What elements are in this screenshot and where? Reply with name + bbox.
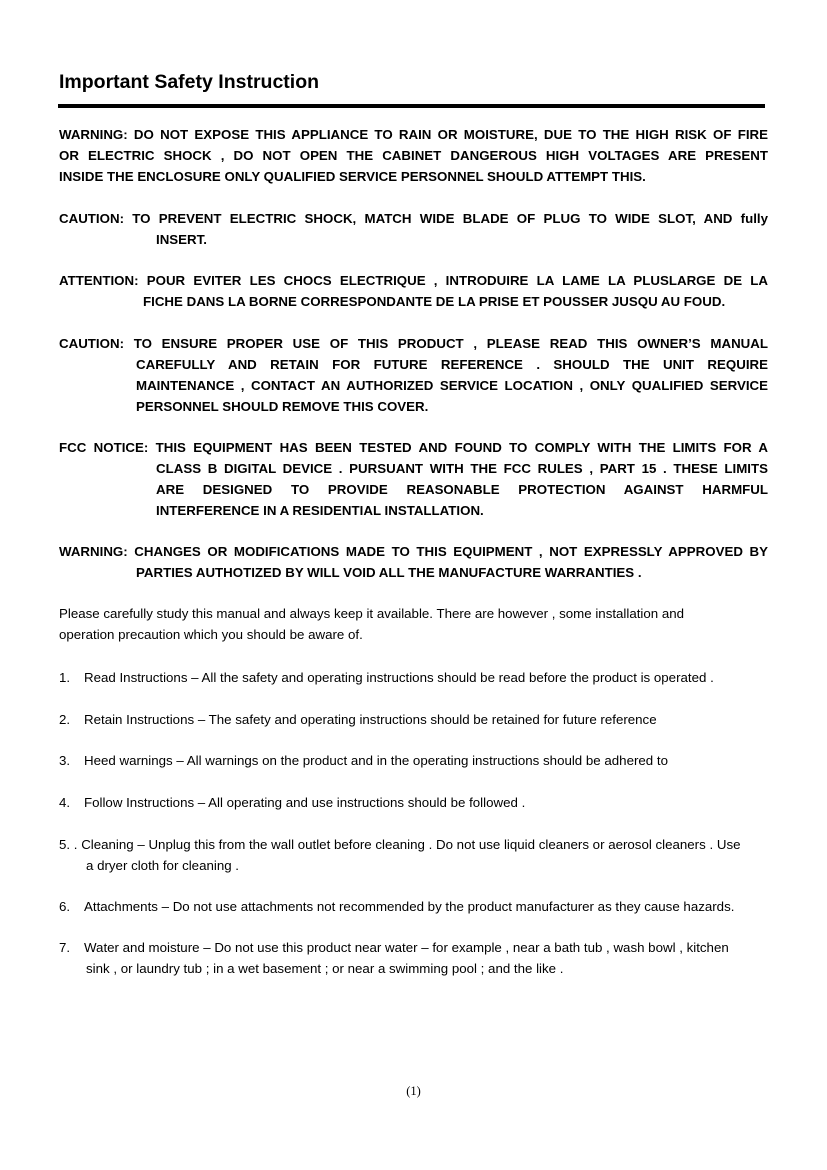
item-number: 3. (59, 753, 71, 768)
warning-notice-exposure (59, 124, 768, 187)
item-text: Read Instructions – All the safety and operating instructions should be read before the product is operated . (84, 670, 714, 685)
notice-line: WARNING: DO NOT EXPOSE THIS APPLIANCE TO RAIN OR MOISTURE, DUE TO THE HIGH RISK OF FIRE (59, 127, 768, 142)
item-text: Attachments – Do not use attachments not recommended by the product manufacturer as they cause hazards. (84, 899, 735, 914)
list-item (59, 709, 769, 730)
item-number: 7. (59, 940, 71, 955)
notice-line: WARNING: CHANGES OR MODIFICATIONS MADE TO THIS EQUIPMENT , NOT EXPRESSLY APPROVED BY (59, 544, 768, 559)
notice-line: FCC NOTICE: THIS EQUIPMENT HAS BEEN TESTED AND FOUND TO COMPLY WITH THE LIMITS FOR A (59, 440, 768, 455)
item-number: 5. . (59, 837, 78, 852)
warning-notice-modifications (59, 541, 768, 583)
item-text: Retain Instructions – The safety and operating instructions should be retained for future reference (84, 712, 657, 727)
item-text-continued: sink , or laundry tub ; in a wet basement ; or near a swimming pool ; and the like . (86, 961, 564, 976)
item-text: Water and moisture – Do not use this product near water – for example , near a bath tub , wash bowl , kitchen (84, 940, 729, 955)
notice-line: CAREFULLY AND RETAIN FOR FUTURE REFERENCE . SHOULD THE UNIT REQUIRE (136, 357, 768, 372)
list-item (59, 834, 769, 876)
intro-line: operation precaution which you should be aware of. (59, 627, 363, 642)
item-text: Cleaning – Unplug this from the wall outlet before cleaning . Do not use liquid cleaners or aerosol cleaners . Use (81, 837, 741, 852)
item-text-continued: a dryer cloth for cleaning . (86, 858, 239, 873)
item-text: Follow Instructions – All operating and use instructions should be followed . (84, 795, 526, 810)
item-number: 4. (59, 795, 71, 810)
title-divider (58, 104, 765, 108)
notice-line: INSIDE THE ENCLOSURE ONLY QUALIFIED SERVICE PERSONNEL SHOULD ATTEMPT THIS. (59, 169, 646, 184)
caution-notice-plug (59, 208, 768, 250)
notice-line: CLASS B DIGITAL DEVICE . PURSUANT WITH THE FCC RULES , PART 15 . THESE LIMITS (156, 461, 768, 476)
item-number: 1. (59, 670, 71, 685)
notice-line: FICHE DANS LA BORNE CORRESPONDANTE DE LA PRISE ET POUSSER JUSQU AU FOUD. (143, 294, 726, 309)
notice-line: PERSONNEL SHOULD REMOVE THIS COVER. (136, 399, 429, 414)
notice-line: CAUTION: TO PREVENT ELECTRIC SHOCK, MATCH WIDE BLADE OF PLUG TO WIDE SLOT, AND fully (59, 211, 768, 226)
notice-line: INTERFERENCE IN A RESIDENTIAL INSTALLATION. (156, 503, 484, 518)
intro-line: Please carefully study this manual and always keep it available. There are however , some installation and (59, 606, 685, 621)
list-item (59, 937, 769, 979)
notice-line: MAINTENANCE , CONTACT AN AUTHORIZED SERVICE LOCATION , ONLY QUALIFIED SERVICE (136, 378, 768, 393)
caution-notice-manual (59, 333, 768, 417)
list-item (59, 792, 769, 813)
item-number: 2. (59, 712, 71, 727)
item-number: 6. (59, 899, 71, 914)
notice-line: ARE DESIGNED TO PROVIDE REASONABLE PROTECTION AGAINST HARMFUL (156, 482, 768, 497)
item-text: Heed warnings – All warnings on the product and in the operating instructions should be adhered to (84, 753, 668, 768)
notice-line: OR ELECTRIC SHOCK , DO NOT OPEN THE CABINET DANGEROUS HIGH VOLTAGES ARE PRESENT (59, 148, 768, 163)
page-title: Important Safety Instruction (59, 71, 320, 93)
page-number: (1) (406, 1084, 421, 1098)
list-item (59, 750, 769, 771)
notice-line: ATTENTION: POUR EVITER LES CHOCS ELECTRIQUE , INTRODUIRE LA LAME LA PLUSLARGE DE LA (59, 273, 768, 288)
notice-line: INSERT. (156, 232, 207, 247)
notice-line: CAUTION: TO ENSURE PROPER USE OF THIS PRODUCT , PLEASE READ THIS OWNER’S MANUAL (59, 336, 768, 351)
fcc-notice (59, 437, 768, 521)
list-item (59, 667, 769, 688)
list-item (59, 896, 769, 917)
intro-paragraph (59, 603, 759, 645)
notice-line: PARTIES AUTHOTIZED BY WILL VOID ALL THE MANUFACTURE WARRANTIES . (136, 565, 642, 580)
attention-notice-french (59, 270, 768, 312)
